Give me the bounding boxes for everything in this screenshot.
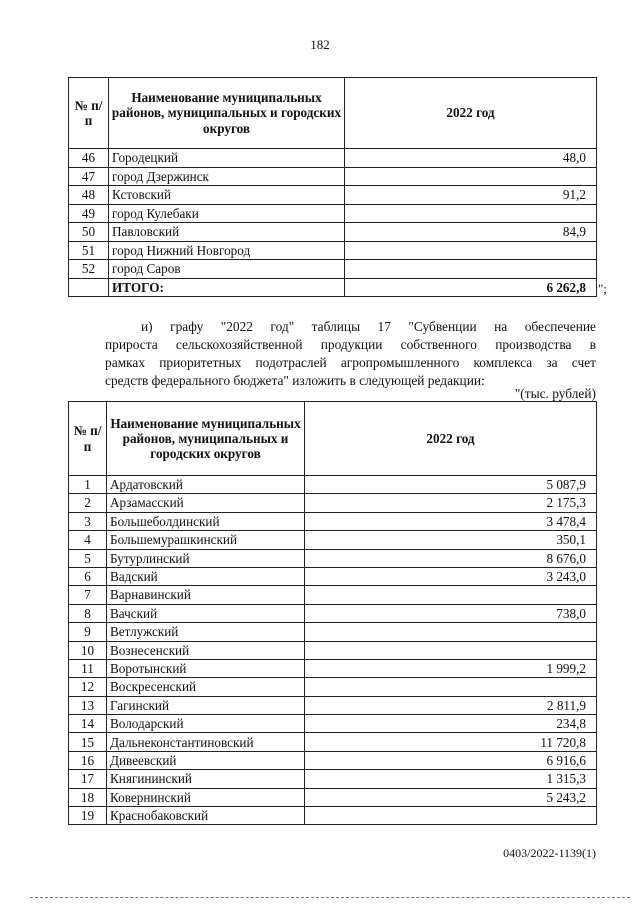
column-header-name: Наименование муниципальных районов, муниципальных и городских округов: [107, 402, 305, 476]
row-value: [305, 641, 597, 659]
row-number: 49: [69, 204, 109, 223]
table-subsidies-previous: [68, 77, 597, 297]
row-value: [345, 241, 597, 260]
municipality-name: Володарский: [107, 715, 305, 733]
municipality-name: Бутурлинский: [107, 549, 305, 567]
row-value: 738,0: [305, 604, 597, 622]
municipality-name: Краснобаковский: [107, 807, 305, 825]
row-value: 6 916,6: [305, 751, 597, 769]
table-row: [69, 223, 597, 242]
municipality-name: Воскресенский: [107, 678, 305, 696]
row-value: [345, 167, 597, 186]
row-number: 16: [69, 751, 107, 769]
table-row: [69, 807, 597, 825]
total-value: 6 262,8: [345, 278, 597, 297]
row-value: 48,0: [345, 149, 597, 168]
table-row: [69, 715, 597, 733]
row-number: 46: [69, 149, 109, 168]
row-number: 15: [69, 733, 107, 751]
municipality-name: Ардатовский: [107, 476, 305, 494]
municipality-name: город Саров: [109, 260, 345, 279]
row-value: 91,2: [345, 186, 597, 205]
table-row: [69, 186, 597, 205]
row-number: 47: [69, 167, 109, 186]
row-value: [305, 678, 597, 696]
municipality-name: Кстовский: [109, 186, 345, 205]
column-header-num: № п/п: [69, 78, 109, 149]
row-number: 2: [69, 494, 107, 512]
row-value: 234,8: [305, 715, 597, 733]
row-number: 7: [69, 586, 107, 604]
table-row: [69, 586, 597, 604]
column-header-num: № п/п: [69, 402, 107, 476]
table-row: [69, 623, 597, 641]
municipality-name: Ветлужский: [107, 623, 305, 641]
table-row: [69, 476, 597, 494]
municipality-name: Большеболдинский: [107, 512, 305, 530]
row-number: 4: [69, 531, 107, 549]
row-number: 11: [69, 659, 107, 677]
table-row: [69, 204, 597, 223]
document-code: 0403/2022-1139(1): [503, 846, 596, 860]
row-value: 1 315,3: [305, 770, 597, 788]
row-number: 50: [69, 223, 109, 242]
table-row: [69, 567, 597, 585]
row-number: 12: [69, 678, 107, 696]
row-value: 5 087,9: [305, 476, 597, 494]
row-value: [305, 807, 597, 825]
row-number: 8: [69, 604, 107, 622]
row-number: 6: [69, 567, 107, 585]
row-number: 10: [69, 641, 107, 659]
table-row: [69, 604, 597, 622]
municipality-name: Дивеевский: [107, 751, 305, 769]
row-number: 48: [69, 186, 109, 205]
table-row: [69, 696, 597, 714]
municipality-name: Вознесенский: [107, 641, 305, 659]
row-number: 9: [69, 623, 107, 641]
table-row: [69, 733, 597, 751]
page-number: 182: [310, 37, 330, 52]
table-row: [69, 549, 597, 567]
paragraph-line: прироста сельскохозяйственной продукции собственного производства в: [105, 337, 596, 352]
paragraph-line: средств федерального бюджета" изложить в следующей редакции:: [105, 373, 485, 388]
row-number: 14: [69, 715, 107, 733]
row-number: 1: [69, 476, 107, 494]
municipality-name: Вачский: [107, 604, 305, 622]
table-row: [69, 531, 597, 549]
paragraph-line: и) графу "2022 год" таблицы 17 "Субвенции на обеспечение: [141, 319, 596, 334]
row-value: 350,1: [305, 531, 597, 549]
row-value: 11 720,8: [305, 733, 597, 751]
total-label: ИТОГО:: [109, 278, 345, 297]
table-row: [69, 512, 597, 530]
row-value: [305, 586, 597, 604]
row-value: 2 811,9: [305, 696, 597, 714]
row-value: 5 243,2: [305, 788, 597, 806]
table-row: [69, 260, 597, 279]
row-value: 3 243,0: [305, 567, 597, 585]
municipality-name: Воротынский: [107, 659, 305, 677]
total-row: [69, 278, 597, 297]
municipality-name: Дальнеконстантиновский: [107, 733, 305, 751]
row-number: 13: [69, 696, 107, 714]
total-empty-cell: [69, 278, 109, 297]
municipality-name: Княгининский: [107, 770, 305, 788]
table-row: [69, 241, 597, 260]
municipality-name: Городецкий: [109, 149, 345, 168]
row-value: [345, 204, 597, 223]
municipality-name: город Нижний Новгород: [109, 241, 345, 260]
municipality-name: Большемурашкинский: [107, 531, 305, 549]
table-row: [69, 641, 597, 659]
bottom-divider: [30, 897, 630, 898]
table-row: [69, 788, 597, 806]
row-number: 52: [69, 260, 109, 279]
table-row: [69, 770, 597, 788]
table-row: [69, 678, 597, 696]
row-value: 84,9: [345, 223, 597, 242]
table-17-subventions: [68, 401, 597, 825]
row-value: [305, 623, 597, 641]
municipality-name: город Кулебаки: [109, 204, 345, 223]
column-header-year: 2022 год: [305, 402, 597, 476]
column-header-year: 2022 год: [345, 78, 597, 149]
unit-note: "(тыс. рублей): [514, 386, 596, 401]
row-number: 17: [69, 770, 107, 788]
amendment-paragraph: [105, 318, 596, 390]
table-row: [69, 659, 597, 677]
municipality-name: Ковернинский: [107, 788, 305, 806]
row-value: 1 999,2: [305, 659, 597, 677]
table-header-row: [69, 402, 597, 476]
table-row: [69, 167, 597, 186]
row-value: 3 478,4: [305, 512, 597, 530]
row-number: 19: [69, 807, 107, 825]
row-number: 18: [69, 788, 107, 806]
column-header-name: Наименование муниципальных районов, муниципальных и городских округов: [109, 78, 345, 149]
row-value: 8 676,0: [305, 549, 597, 567]
row-number: 3: [69, 512, 107, 530]
table-row: [69, 751, 597, 769]
paragraph-line: рамках приоритетных подотраслей агропромышленного комплекса за счет: [105, 355, 596, 370]
closing-quote: ";: [598, 281, 607, 296]
municipality-name: город Дзержинск: [109, 167, 345, 186]
municipality-name: Гагинский: [107, 696, 305, 714]
row-number: 5: [69, 549, 107, 567]
municipality-name: Арзамасский: [107, 494, 305, 512]
row-number: 51: [69, 241, 109, 260]
row-value: [345, 260, 597, 279]
municipality-name: Павловский: [109, 223, 345, 242]
table-header-row: [69, 78, 597, 149]
table-row: [69, 494, 597, 512]
table-row: [69, 149, 597, 168]
row-value: 2 175,3: [305, 494, 597, 512]
municipality-name: Варнавинский: [107, 586, 305, 604]
municipality-name: Вадский: [107, 567, 305, 585]
